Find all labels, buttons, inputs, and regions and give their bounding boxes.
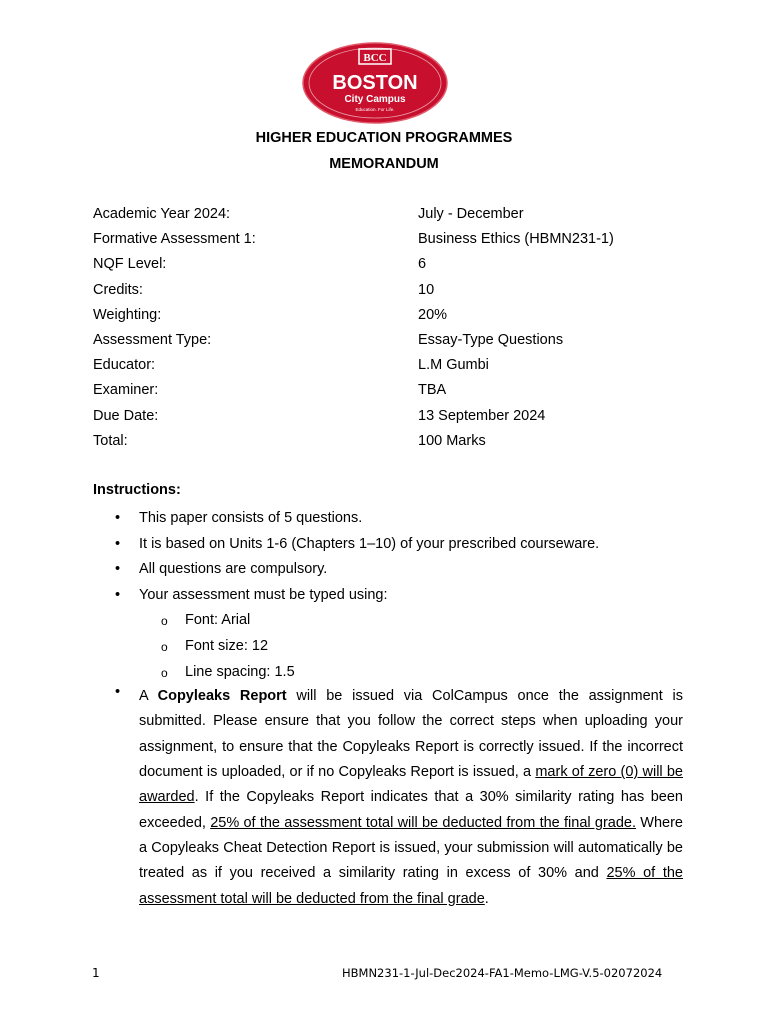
meta-value: 20% [418, 306, 448, 323]
meta-value: Essay-Type Questions [418, 331, 564, 348]
document-subheading: MEMORANDUM [329, 156, 439, 172]
meta-value: July - December [418, 206, 524, 222]
list-item-text: Your assessment must be typed using: [139, 586, 388, 603]
meta-value: 6 [418, 256, 427, 273]
text-run: will be issued via ColCampus once the assignment is submitted. Please ensure that you follow the correct steps when uploading your assignment, to ensure that the Copyleaks Report is correctly issued. If the incorrect document is uploaded, or if no Copyleaks Report is issued, a [139, 688, 683, 781]
meta-row [93, 406, 693, 431]
page-number: 1 [92, 966, 100, 980]
bullet-icon: • [115, 561, 121, 578]
meta-value: 10 [418, 281, 435, 298]
list-item [93, 534, 683, 560]
meta-label: Formative Assessment 1: [93, 231, 256, 248]
text-run: Where a Copyleaks Cheat Detection Report is issued, your submission will automatically be treated as if you received a similarity rating in excess of 30% and [139, 814, 683, 882]
meta-row [93, 254, 693, 279]
bullet-icon: • [115, 684, 121, 701]
meta-value: Business Ethics (HBMN231-1) [418, 231, 614, 248]
logo-badge-text: BCC [363, 52, 387, 64]
circle-bullet-icon: o [161, 639, 168, 654]
logo-name-text: BOSTON [332, 72, 418, 94]
meta-row [93, 355, 693, 380]
meta-row [93, 431, 693, 456]
copyleaks-list-item [93, 684, 683, 912]
underlined-text: mark of zero (0) will be awarded [139, 764, 683, 806]
sub-list-item-text: Font: Arial [185, 612, 251, 629]
meta-value: L.M Gumbi [418, 357, 489, 374]
meta-row [93, 380, 693, 405]
sub-list-item-text: Line spacing: 1.5 [185, 663, 295, 680]
text-run: A [139, 688, 158, 705]
list-item [93, 585, 683, 611]
document-code: HBMN231-1-Jul-Dec2024-FA1-Memo-LMG-V.5-02072024 [342, 966, 663, 980]
meta-row [93, 305, 693, 330]
list-item [93, 508, 683, 534]
underlined-text: 25% of the assessment total will be deducted from the final grade. [210, 814, 636, 831]
assessment-details [93, 204, 693, 456]
list-item [93, 559, 683, 585]
meta-label: Total: [93, 432, 128, 449]
list-item-text: This paper consists of 5 questions. [139, 510, 363, 526]
meta-row [93, 229, 693, 254]
bullet-icon: • [115, 535, 121, 552]
bullet-icon: • [115, 510, 121, 526]
meta-label: Weighting: [93, 306, 162, 323]
meta-label: Assessment Type: [93, 331, 212, 348]
meta-value: 100 Marks [418, 432, 486, 449]
text-run: . [484, 890, 489, 907]
sub-list-item [93, 610, 683, 636]
circle-bullet-icon: o [161, 665, 168, 680]
bullet-icon: • [115, 586, 121, 603]
sub-list-item-text: Font size: 12 [185, 637, 269, 654]
text-run: . If the Copyleaks Report indicates that a 30% similarity rating has been exceeded, [139, 789, 683, 831]
meta-value: 13 September 2024 [418, 407, 546, 424]
instructions-list [93, 508, 683, 912]
document-heading: HIGHER EDUCATION PROGRAMMES [255, 130, 513, 146]
list-item-text: It is based on Units 1-6 (Chapters 1–10) of your prescribed courseware. [139, 535, 600, 552]
meta-label: NQF Level: [93, 256, 167, 273]
boston-city-campus-logo [302, 42, 448, 124]
meta-row [93, 204, 693, 229]
meta-label: Examiner: [93, 382, 159, 399]
logo-emblem [302, 42, 448, 124]
sub-list-item [93, 636, 683, 662]
circle-bullet-icon: o [161, 614, 168, 629]
meta-label: Educator: [93, 357, 156, 374]
logo-subtitle-text: City Campus [344, 94, 406, 105]
meta-row [93, 280, 693, 305]
meta-value: TBA [418, 382, 447, 399]
copyleaks-report-bold: Copyleaks Report [157, 688, 287, 705]
instructions-title: Instructions: [93, 482, 181, 498]
meta-label: Credits: [93, 281, 143, 298]
meta-label: Due Date: [93, 407, 159, 424]
list-item-text: All questions are compulsory. [139, 561, 328, 578]
meta-label: Academic Year 2024: [93, 206, 231, 222]
underlined-text: 25% of the assessment total will be deducted from the final grade [139, 865, 683, 907]
copyleaks-paragraph [139, 684, 683, 912]
meta-row [93, 330, 693, 355]
logo-tagline-text: Education. For Life. [355, 107, 395, 112]
